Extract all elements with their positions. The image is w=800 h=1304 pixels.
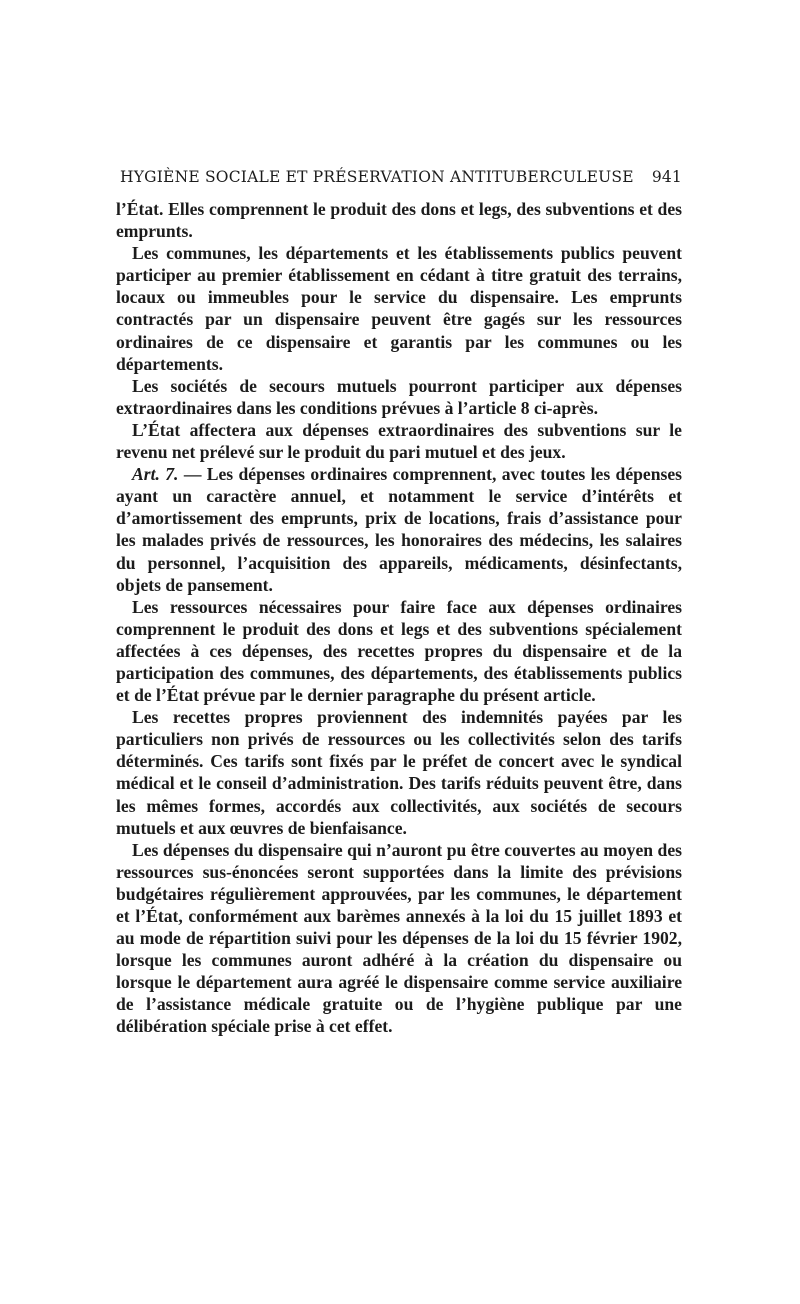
paragraph-recettes-propres: Les recettes propres proviennent des indemnités payées par les particuliers non privés de ressources ou les collectivités selon des tarifs déterminés. Ces tarifs sont fixés par le préfet de concert avec le syndical médical et le conseil d’administration. Des tarifs réduits peuvent être, dans les mêmes formes, accordés aux collectivités, aux sociétés de secours mutuels et aux œuvres de bienfaisance. xyxy=(116,707,682,838)
paragraph-depenses-dispensaire: Les dépenses du dispensaire qui n’auront pu être couvertes au moyen des ressources sus-énoncées seront supportées dans la limite des prévisions budgétaires régulièrement approuvées, par les communes, le département et l’État, conformément aux barèmes annexés à la loi du 15 juillet 1893 et au mode de répartition suivi pour les dépenses de la loi du 15 février 1902, lorsque les communes auront adhéré à la création du dispensaire ou lorsque le département aura agréé le dispensaire comme service auxiliaire de l’assistance médicale gratuite ou de l’hygiène publique par une délibération spéciale prise à cet effet. xyxy=(116,839,682,1037)
running-header xyxy=(116,168,682,186)
paragraph-article-7 xyxy=(116,463,682,596)
body-text xyxy=(116,198,682,1038)
paragraph-societes-secours: Les sociétés de secours mutuels pourront participer aux dépenses extraordinaires dans les conditions prévues à l’article 8 ci-après. xyxy=(116,375,682,418)
article-7-text: — Les dépenses ordinaires comprennent, avec toutes les dépenses ayant un caractère annuel, et notamment le service d’intérêts et d’amortissement des emprunts, prix de locations, frais d’assistance pour les malades privés de ressources, les honoraires des médecins, les salaires du personnel, l’acquisition des appareils, médicaments, désinfectants, objets de pansement. xyxy=(116,464,683,595)
running-title: HYGIÈNE SOCIALE ET PRÉSERVATION ANTITUBERCULEUSE xyxy=(120,168,634,186)
paragraph-etat-subventions: L’État affectera aux dépenses extraordinaires des subventions sur le revenu net prélevé sur le produit du pari mutuel et des jeux. xyxy=(116,419,682,463)
paragraph-communes-departements: Les communes, les départements et les établissements publics peuvent participer au premier établissement en cédant à titre gratuit des terrains, locaux ou immeubles pour le service du dispensaire. Les emprunts contractés par un dispensaire peuvent être gagés sur les ressources ordinaires de ce dispensaire et garantis par les communes ou les départements. xyxy=(116,243,682,374)
paragraph-continuation: l’État. Elles comprennent le produit des dons et legs, des subventions et des emprunts. xyxy=(116,199,682,242)
page-number: 941 xyxy=(651,168,682,186)
book-page xyxy=(116,168,682,1038)
paragraph-ressources-ordinaires: Les ressources nécessaires pour faire face aux dépenses ordinaires comprennent le produit des dons et legs et des subventions spécialement affectées à ces dépenses, des recettes propres du dispensaire et de la participation des communes, des départements, des établissements publics et de l’État prévue par le dernier paragraphe du présent article. xyxy=(116,596,682,706)
article-label: Art. 7. xyxy=(132,464,179,485)
